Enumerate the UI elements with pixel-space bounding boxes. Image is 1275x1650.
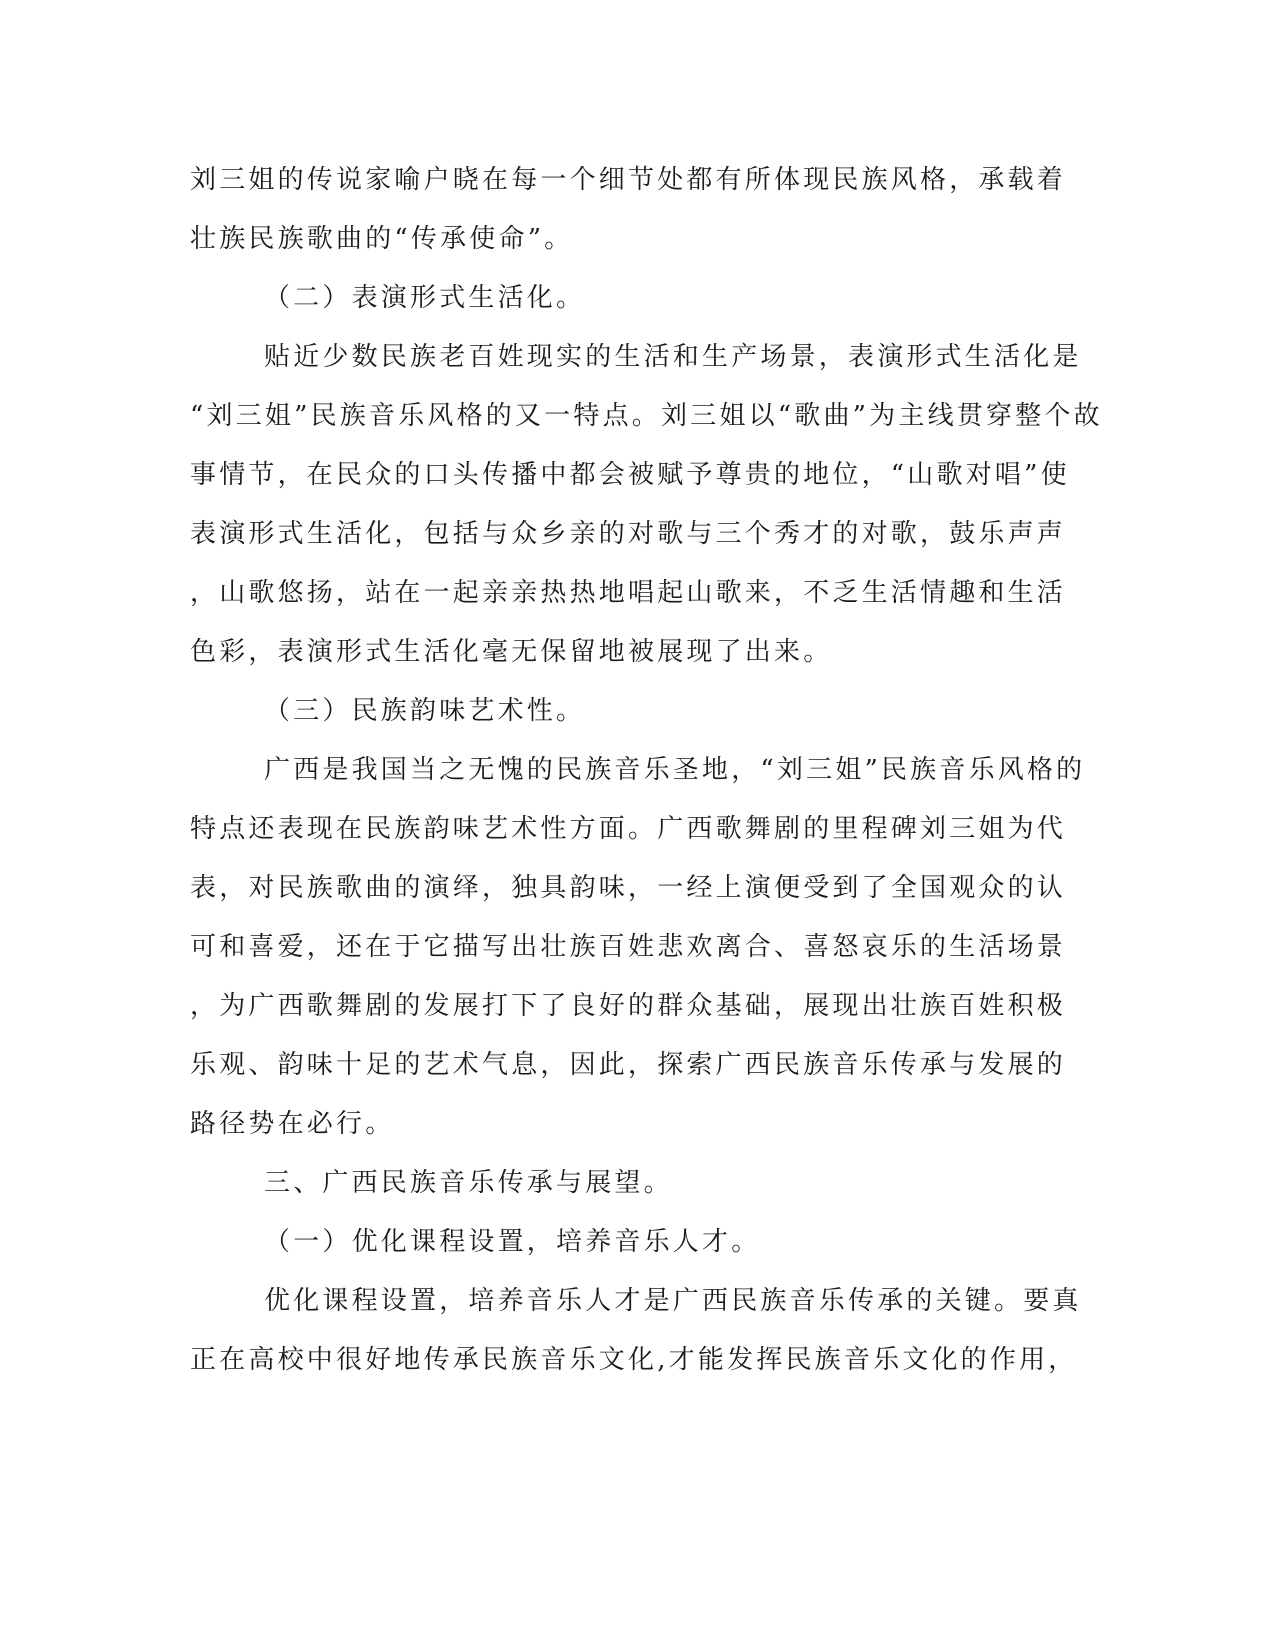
- text-line: 可和喜爱，还在于它描写出壮族百姓悲欢离合、喜怒哀乐的生活场景: [190, 932, 1067, 962]
- section-heading: （二）表演形式生活化。: [264, 283, 586, 313]
- text-line: 正在高校中很好地传承民族音乐文化,才能发挥民族音乐文化的作用，: [190, 1345, 1078, 1375]
- text-line: 壮族民族歌曲的“传承使命”。: [190, 224, 574, 254]
- text-line: 广西是我国当之无愧的民族音乐圣地，“刘三姐”民族音乐风格的: [264, 755, 1086, 785]
- text-line: 刘三姐的传说家喻户晓在每一个细节处都有所体现民族风格，承载着: [190, 165, 1067, 195]
- text-line: ，山歌悠扬，站在一起亲亲热热地唱起山歌来，不乏生活情趣和生活: [190, 578, 1067, 608]
- text-line: 事情节，在民众的口头传播中都会被赋予尊贵的地位，“山歌对唱”使: [190, 460, 1070, 490]
- section-heading: 三、广西民族音乐传承与展望。: [264, 1168, 673, 1198]
- text-line: 乐观、韵味十足的艺术气息，因此，探索广西民族音乐传承与发展的: [190, 1050, 1067, 1080]
- text-line: 色彩，表演形式生活化毫无保留地被展现了出来。: [190, 637, 833, 667]
- text-line: 表，对民族歌曲的演绎，独具韵味，一经上演便受到了全国观众的认: [190, 873, 1067, 903]
- text-line: “刘三姐”民族音乐风格的又一特点。刘三姐以“歌曲”为主线贯穿整个故: [190, 401, 1103, 431]
- text-line: 特点还表现在民族韵味艺术性方面。广西歌舞剧的里程碑刘三姐为代: [190, 814, 1067, 844]
- text-line: 表演形式生活化，包括与众乡亲的对歌与三个秀才的对歌，鼓乐声声: [190, 519, 1067, 549]
- section-heading: （三）民族韵味艺术性。: [264, 696, 586, 726]
- text-line: 贴近少数民族老百姓现实的生活和生产场景，表演形式生活化是: [264, 342, 1082, 372]
- text-line: ，为广西歌舞剧的发展打下了良好的群众基础，展现出壮族百姓积极: [190, 991, 1067, 1021]
- text-line: 优化课程设置，培养音乐人才是广西民族音乐传承的关键。要真: [264, 1286, 1082, 1316]
- text-line: 路径势在必行。: [190, 1109, 395, 1139]
- section-heading: （一）优化课程设置，培养音乐人才。: [264, 1227, 761, 1257]
